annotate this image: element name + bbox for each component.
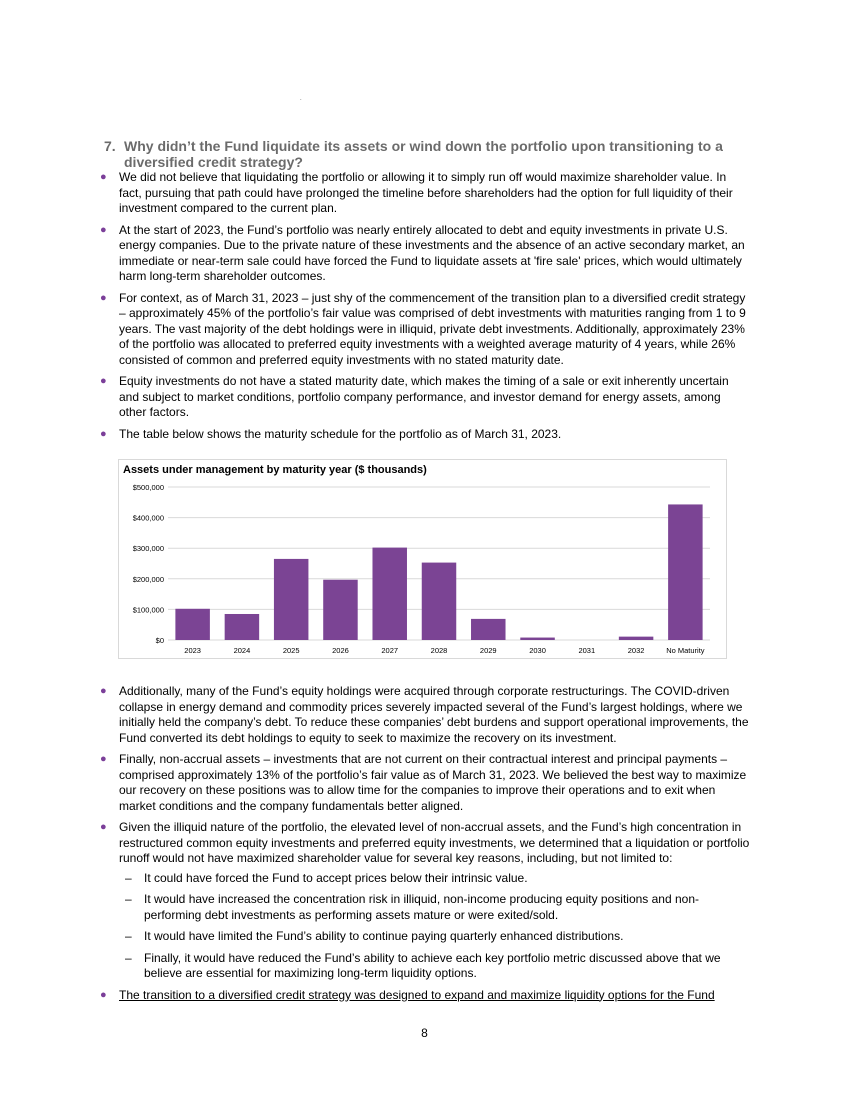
dash-icon: – xyxy=(125,950,132,965)
bullet-icon: ● xyxy=(100,821,107,833)
y-tick-label: $100,000 xyxy=(132,605,164,615)
sub-item-text: It would have limited the Fund’s ability to continue paying quarterly enhanced distributions. xyxy=(144,929,624,943)
x-tick-label: 2024 xyxy=(233,646,251,655)
y-tick-label: $200,000 xyxy=(132,574,164,584)
bullet-icon: ● xyxy=(100,685,107,697)
maturity-bar-chart xyxy=(118,459,725,657)
y-tick-label: $0 xyxy=(155,636,164,645)
x-tick-label: 2030 xyxy=(529,646,546,655)
list-item xyxy=(100,988,750,1004)
x-tick-label: 2026 xyxy=(332,646,349,655)
x-tick-label: 2032 xyxy=(627,646,645,655)
bullet-icon: ● xyxy=(100,223,107,236)
bullet-text: The table below shows the maturity schedule for the portfolio as of March 31, 2023. xyxy=(119,426,562,441)
chart-title: Assets under management by maturity year ($ thousands) xyxy=(123,464,427,476)
list-item xyxy=(100,684,750,746)
bar-2030 xyxy=(520,638,554,640)
x-tick-label: 2029 xyxy=(479,646,497,655)
dash-icon: – xyxy=(125,892,132,906)
question-text: Why didn’t the Fund liquidate its assets or wind down the portfolio upon transitioning to a diversified credit strategy? xyxy=(124,138,723,170)
list-item xyxy=(100,752,750,814)
sub-item-text: It could have forced the Fund to accept prices below their intrinsic value. xyxy=(144,870,528,885)
list-item xyxy=(100,291,750,369)
sub-list-item xyxy=(119,929,750,945)
bullet-text-underlined: The transition to a diversified credit strategy was designed to expand and maximize liquidity options for the Fund xyxy=(119,987,715,1002)
list-item xyxy=(100,820,750,982)
bullet-icon: ● xyxy=(100,427,107,440)
bullet-text: Equity investments do not have a stated maturity date, which makes the timing of a sale or exit inherently uncertain and subject to market conditions, portfolio company performance, and investor demand for energy assets, among other factors. xyxy=(119,374,729,419)
sub-list xyxy=(119,871,750,982)
list-item xyxy=(100,374,750,421)
x-tick-label: 2023 xyxy=(184,646,201,655)
bar-2023 xyxy=(175,609,209,640)
bar-no-maturity xyxy=(668,504,702,640)
sub-item-text: It would have increased the concentration risk in illiquid, non-income producing equity positions and non-performing debt investments as performing assets mature or were exited/sold. xyxy=(144,892,699,922)
dash-icon: – xyxy=(125,870,132,885)
bullet-text: For context, as of March 31, 2023 – just shy of the commencement of the transition plan to a diversified credit strategy – approximately 45% of the portfolio’s fair value was comprised of debt investments with maturities ranging from 1 to 9 years. The vast majority of the debt holdings were in illiquid, private debt investments. Additionally, approximately 23% of the portfolio was allocated to preferred equity investments with a weighted average maturity of 4 years, while 26% consisted of common and preferred equity investments with no stated maturity date. xyxy=(119,290,746,367)
x-tick-label: 2031 xyxy=(578,646,596,655)
bar-2024 xyxy=(225,614,259,640)
bullet-icon: ● xyxy=(100,753,107,765)
bar-2028 xyxy=(422,563,456,640)
dash-icon: – xyxy=(125,929,132,943)
sub-item-text: Finally, it would have reduced the Fund’s ability to achieve each key portfolio metric discussed above that we believe are essential for maximizing long-term liquidity options. xyxy=(144,950,721,980)
bullet-icon: ● xyxy=(100,375,107,387)
stray-mark: . xyxy=(300,96,302,102)
x-tick-label: 2027 xyxy=(381,646,399,655)
bullet-icon: ● xyxy=(100,291,107,304)
question-number: 7. xyxy=(104,138,116,154)
x-tick-label: 2025 xyxy=(282,646,300,655)
bullet-text: At the start of 2023, the Fund’s portfolio was nearly entirely allocated to debt and equity investments in private U.S. energy companies. Due to the private nature of these investments and the absence of an active secondary market, an immediate or near-term sale could have forced the Fund to liquidate assets at 'fire sale' prices, which would ultimately harm long-term shareholder outcomes. xyxy=(119,222,745,283)
list-item xyxy=(100,223,750,285)
y-tick-label: $500,000 xyxy=(132,483,164,492)
question-heading xyxy=(104,138,744,170)
bullet-icon: ● xyxy=(100,988,107,1001)
list-item xyxy=(100,170,750,217)
sub-list-item xyxy=(119,871,750,887)
list-item xyxy=(100,427,750,443)
bar-2025 xyxy=(274,559,308,640)
bullet-text: We did not believe that liquidating the portfolio or allowing it to simply run off would maximize shareholder value. In fact, pursuing that path could have prolonged the timeline before shareholders had the option for full liquidity of their investment compared to the current plan. xyxy=(119,170,733,215)
x-tick-label: No Maturity xyxy=(666,646,705,655)
sub-list-item xyxy=(119,951,750,982)
bullet-list-top xyxy=(100,170,750,448)
bullet-text: Given the illiquid nature of the portfolio, the elevated level of non-accrual assets, and the Fund’s high concentration in restructured common equity investments and preferred equity investments, we determined that a liquidation or portfolio runoff would not have maximized shareholder value for several key reasons, including, but not limited to: xyxy=(119,820,750,865)
x-tick-label: 2028 xyxy=(430,646,448,655)
sub-list-item xyxy=(119,892,750,923)
bar-2026 xyxy=(323,580,357,640)
bar-2032 xyxy=(619,637,653,640)
bullet-icon: ● xyxy=(100,171,107,183)
bullet-text: Additionally, many of the Fund’s equity holdings were acquired through corporate restructurings. The COVID-driven collapse in energy demand and commodity prices severely impacted several of the Fund’s largest holdings, where we initially held the company’s debt. To reduce these companies’ debt burdens and support operational improvements, the Fund converted its debt holdings to equity to seek to maximize the recovery on its investment. xyxy=(119,684,749,745)
y-tick-label: $300,000 xyxy=(132,544,164,554)
bullet-list-bottom xyxy=(100,684,750,1009)
page-number: 8 xyxy=(421,1026,428,1040)
bullet-text: Finally, non-accrual assets – investments that are not current on their contractual interest and principal payments –comprised approximately 13% of the portfolio’s fair value as of March 31, 2023. We believed the best way to maximize our recovery on these positions was to allow time for the companies to improve their operations and to exit when market conditions and the company fundamentals better aligned. xyxy=(119,752,747,813)
y-tick-label: $400,000 xyxy=(132,513,164,523)
bar-2027 xyxy=(372,548,406,640)
bar-2029 xyxy=(471,619,505,640)
